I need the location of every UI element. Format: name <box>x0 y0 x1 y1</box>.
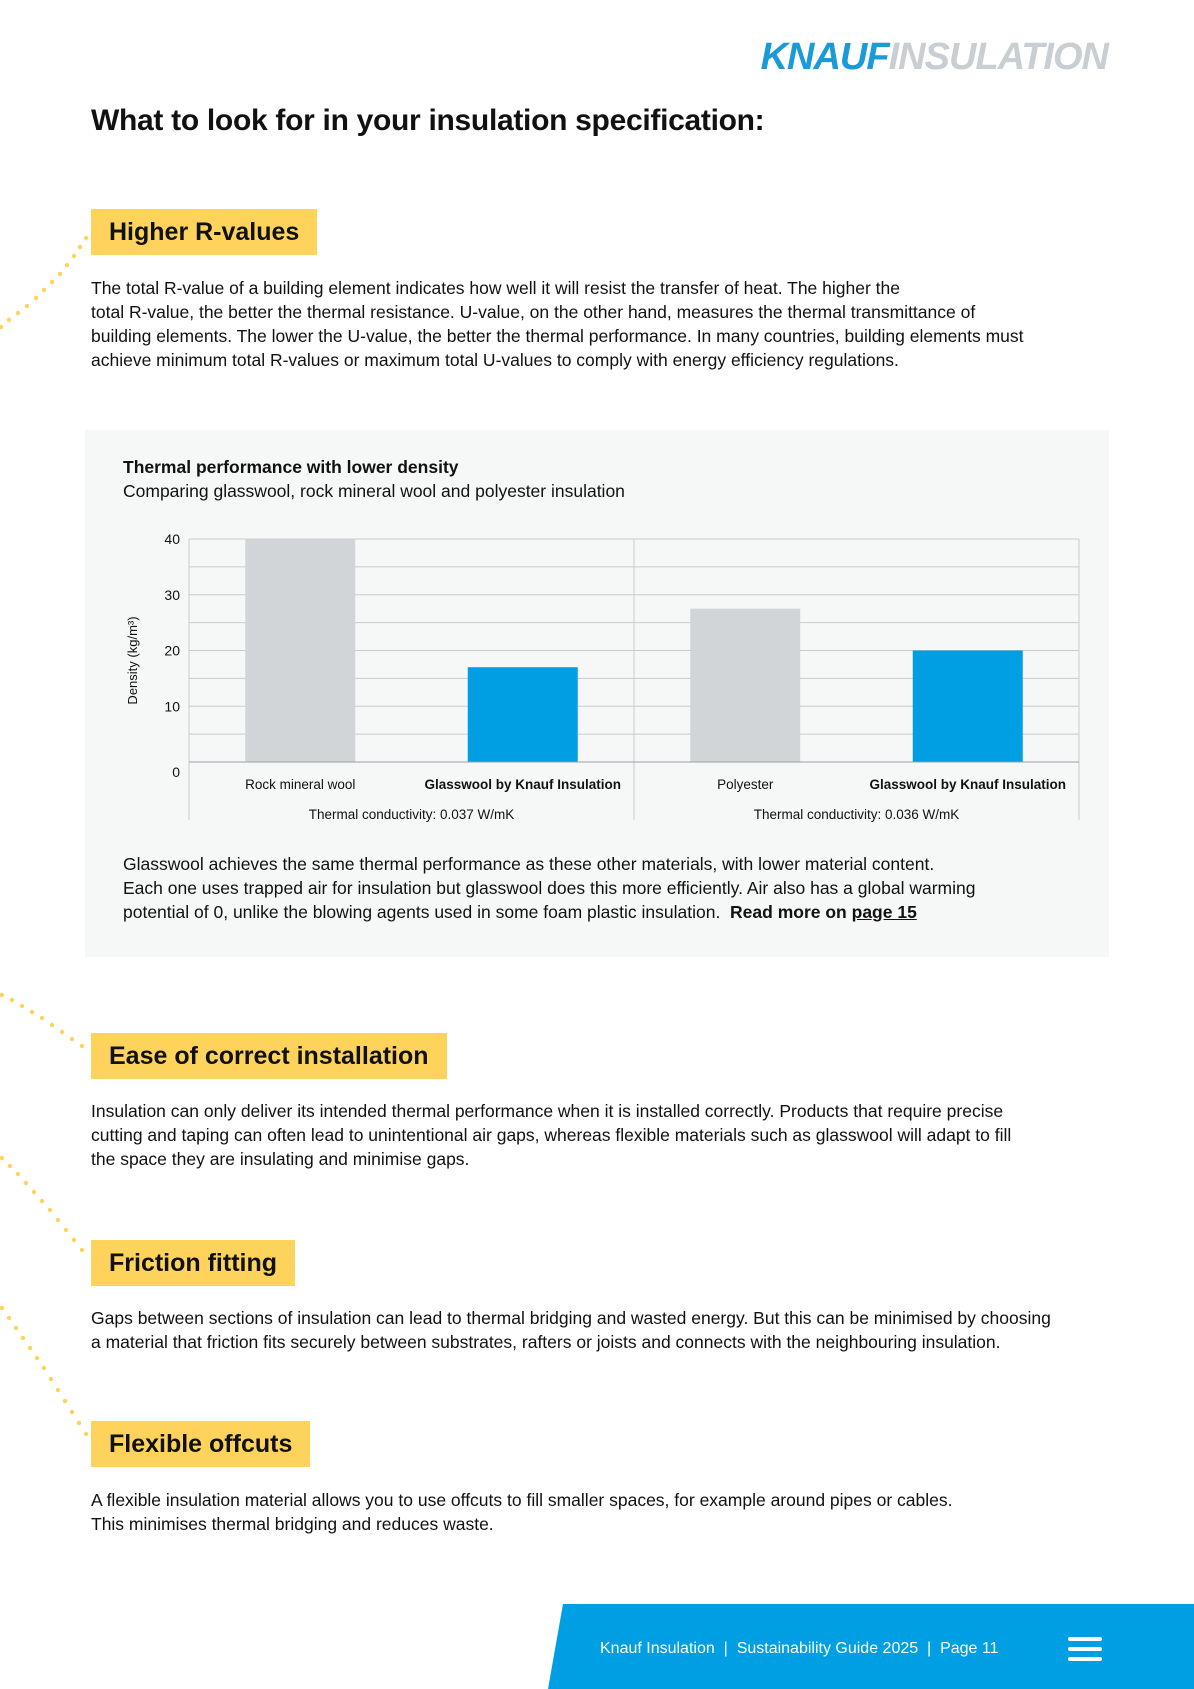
text-line: the space they are insulating and minimise gaps. <box>91 1149 470 1169</box>
bar <box>468 667 578 762</box>
text-line: achieve minimum total R-values or maximum total U-values to comply with energy efficiency regulations. <box>91 350 899 370</box>
text-line: total R-value, the better the thermal resistance. U-value, on the other hand, measures the thermal transmittance of <box>91 302 976 322</box>
read-more-label: Read more on <box>730 902 847 922</box>
x-category-label: Glasswool by Knauf Insulation <box>869 777 1067 792</box>
heading-higher-r-values: Higher R-values <box>91 209 317 255</box>
y-tick-label: 0 <box>172 764 180 780</box>
caption-text: potential of 0, unlike the blowing agents used in some foam plastic insulation. <box>123 902 721 922</box>
offcuts-body <box>91 1488 953 1536</box>
logo-insulation-text: INSULATION <box>888 36 1108 78</box>
chart-caption <box>123 852 975 924</box>
caption-line: Each one uses trapped air for insulation but glasswool does this more efficiently. Air also has a global warming <box>123 878 976 898</box>
bar <box>913 651 1023 763</box>
y-tick-label: 30 <box>164 586 180 603</box>
footer-band <box>0 1604 1194 1689</box>
text-line: Gaps between sections of insulation can lead to thermal bridging and wasted energy. But this can be minimised by choosing <box>91 1308 1051 1328</box>
text-line: A flexible insulation material allows you to use offcuts to fill smaller spaces, for example around pipes or cables. <box>91 1490 953 1510</box>
group-label: Thermal conductivity: 0.037 W/mK <box>308 807 515 822</box>
text-line: cutting and taping can often lead to unintentional air gaps, whereas flexible materials such as glasswool will adapt to fill <box>91 1125 1012 1145</box>
text-line: building elements. The lower the U-value, the better the thermal performance. In many countries, building elements must <box>91 326 1024 346</box>
text-line: This minimises thermal bridging and reduces waste. <box>91 1514 494 1534</box>
y-tick-label: 10 <box>164 698 180 715</box>
heading-flexible-offcuts: Flexible offcuts <box>91 1421 310 1467</box>
bar <box>690 609 800 762</box>
density-bar-chart <box>110 525 1090 825</box>
x-category-label: Polyester <box>717 777 774 792</box>
bar <box>245 539 355 762</box>
y-tick-label: 40 <box>164 531 180 547</box>
friction-body <box>91 1306 1051 1354</box>
caption-line: Glasswool achieves the same thermal performance as these other materials, with lower material content. <box>123 854 935 874</box>
heading-ease-of-installation: Ease of correct installation <box>91 1033 447 1079</box>
y-tick-label: 20 <box>164 642 180 659</box>
logo-knauf-text: KNAUF <box>760 36 889 78</box>
knauf-insulation-logo[interactable] <box>761 34 1108 80</box>
caption-line <box>123 900 975 924</box>
chart-title: Thermal performance with lower density <box>123 457 459 477</box>
r-values-body <box>91 276 1024 372</box>
footer-text: Knauf Insulation | Sustainability Guide 2025 | Page 11 <box>600 1640 999 1657</box>
x-category-label: Glasswool by Knauf Insulation <box>424 777 622 792</box>
x-category-label: Rock mineral wool <box>245 777 356 792</box>
installation-body <box>91 1099 1011 1171</box>
chart-subtitle: Comparing glasswool, rock mineral wool and polyester insulation <box>123 481 625 501</box>
group-label: Thermal conductivity: 0.036 W/mK <box>753 807 960 822</box>
text-line: The total R-value of a building element indicates how well it will resist the transfer of heat. The higher the <box>91 278 900 298</box>
y-axis-label: Density (kg/m³) <box>125 616 140 705</box>
page-15-link[interactable]: page 15 <box>851 902 917 922</box>
heading-friction-fitting: Friction fitting <box>91 1240 295 1286</box>
text-line: Insulation can only deliver its intended thermal performance when it is installed correctly. Products that require precise <box>91 1101 1004 1121</box>
text-line: a material that friction fits securely between substrates, rafters or joists and connects with the neighbouring insulation. <box>91 1332 1001 1352</box>
page-title: What to look for in your insulation specification: <box>91 104 765 137</box>
menu-icon[interactable] <box>1068 1637 1102 1663</box>
